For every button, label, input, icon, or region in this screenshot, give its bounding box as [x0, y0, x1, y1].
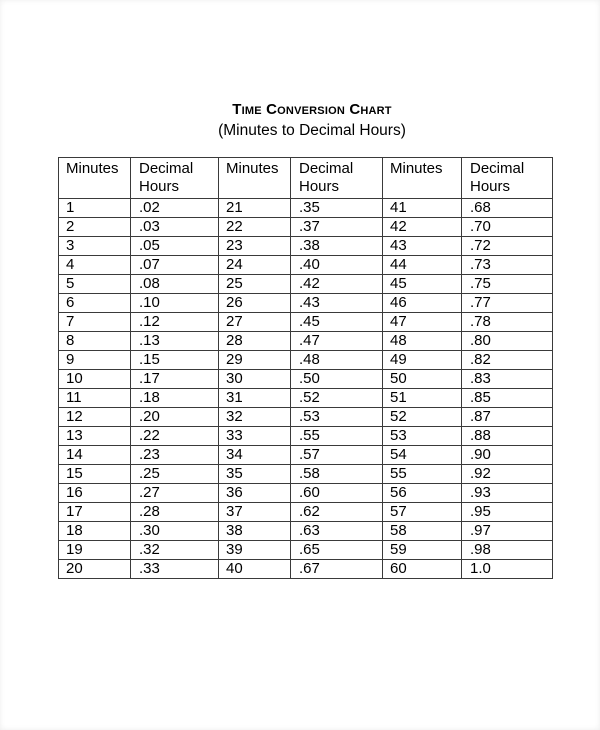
minutes-cell: 33	[219, 427, 291, 446]
decimal-hours-cell: .02	[131, 199, 219, 218]
minutes-cell: 39	[219, 541, 291, 560]
minutes-cell: 25	[219, 275, 291, 294]
decimal-hours-cell: .95	[462, 503, 553, 522]
header-minutes: Minutes	[59, 158, 131, 199]
minutes-cell: 36	[219, 484, 291, 503]
decimal-hours-cell: .98	[462, 541, 553, 560]
decimal-hours-cell: .13	[131, 332, 219, 351]
minutes-cell: 28	[219, 332, 291, 351]
header-decimal-hours: Decimal Hours	[131, 158, 219, 199]
decimal-hours-cell: .60	[291, 484, 383, 503]
decimal-hours-cell: .20	[131, 408, 219, 427]
decimal-hours-cell: .38	[291, 237, 383, 256]
table-body	[59, 199, 553, 579]
decimal-hours-cell: .57	[291, 446, 383, 465]
decimal-hours-cell: .93	[462, 484, 553, 503]
minutes-cell: 3	[59, 237, 131, 256]
decimal-hours-cell: .45	[291, 313, 383, 332]
minutes-cell: 58	[383, 522, 462, 541]
decimal-hours-cell: .80	[462, 332, 553, 351]
minutes-cell: 34	[219, 446, 291, 465]
minutes-cell: 16	[59, 484, 131, 503]
minutes-cell: 6	[59, 294, 131, 313]
decimal-hours-cell: .68	[462, 199, 553, 218]
minutes-cell: 23	[219, 237, 291, 256]
table-row	[59, 560, 553, 579]
decimal-hours-cell: .70	[462, 218, 553, 237]
minutes-cell: 10	[59, 370, 131, 389]
decimal-hours-cell: .33	[131, 560, 219, 579]
decimal-hours-cell: .17	[131, 370, 219, 389]
minutes-cell: 21	[219, 199, 291, 218]
minutes-cell: 15	[59, 465, 131, 484]
decimal-hours-cell: .52	[291, 389, 383, 408]
decimal-hours-cell: .37	[291, 218, 383, 237]
header-decimal-hours: Decimal Hours	[291, 158, 383, 199]
table-header-row	[59, 158, 553, 199]
decimal-hours-cell: .48	[291, 351, 383, 370]
decimal-hours-cell: .08	[131, 275, 219, 294]
decimal-hours-cell: .62	[291, 503, 383, 522]
minutes-cell: 26	[219, 294, 291, 313]
minutes-cell: 30	[219, 370, 291, 389]
table-row	[59, 237, 553, 256]
decimal-hours-cell: .05	[131, 237, 219, 256]
decimal-hours-cell: .23	[131, 446, 219, 465]
minutes-cell: 2	[59, 218, 131, 237]
table-row	[59, 370, 553, 389]
minutes-cell: 22	[219, 218, 291, 237]
minutes-cell: 51	[383, 389, 462, 408]
minutes-cell: 1	[59, 199, 131, 218]
decimal-hours-cell: .82	[462, 351, 553, 370]
minutes-cell: 52	[383, 408, 462, 427]
minutes-cell: 46	[383, 294, 462, 313]
table-row	[59, 275, 553, 294]
decimal-hours-cell: .10	[131, 294, 219, 313]
table-row	[59, 199, 553, 218]
minutes-cell: 40	[219, 560, 291, 579]
table-row	[59, 351, 553, 370]
minutes-cell: 44	[383, 256, 462, 275]
minutes-cell: 4	[59, 256, 131, 275]
decimal-hours-cell: .42	[291, 275, 383, 294]
minutes-cell: 18	[59, 522, 131, 541]
document-title: Time Conversion Chart	[232, 101, 392, 118]
minutes-cell: 50	[383, 370, 462, 389]
table-row	[59, 427, 553, 446]
minutes-cell: 57	[383, 503, 462, 522]
minutes-cell: 14	[59, 446, 131, 465]
minutes-cell: 11	[59, 389, 131, 408]
decimal-hours-cell: .07	[131, 256, 219, 275]
decimal-hours-cell: .15	[131, 351, 219, 370]
decimal-hours-cell: .12	[131, 313, 219, 332]
decimal-hours-cell: .73	[462, 256, 553, 275]
minutes-cell: 19	[59, 541, 131, 560]
minutes-cell: 54	[383, 446, 462, 465]
decimal-hours-cell: .03	[131, 218, 219, 237]
decimal-hours-cell: .30	[131, 522, 219, 541]
decimal-hours-cell: 1.0	[462, 560, 553, 579]
minutes-cell: 43	[383, 237, 462, 256]
decimal-hours-cell: .83	[462, 370, 553, 389]
table-row	[59, 313, 553, 332]
table-row	[59, 389, 553, 408]
decimal-hours-cell: .43	[291, 294, 383, 313]
table-row	[59, 446, 553, 465]
minutes-cell: 37	[219, 503, 291, 522]
table-row	[59, 332, 553, 351]
decimal-hours-cell: .90	[462, 446, 553, 465]
table-row	[59, 484, 553, 503]
decimal-hours-cell: .55	[291, 427, 383, 446]
minutes-cell: 35	[219, 465, 291, 484]
minutes-cell: 42	[383, 218, 462, 237]
header-decimal-hours: Decimal Hours	[462, 158, 553, 199]
decimal-hours-cell: .25	[131, 465, 219, 484]
decimal-hours-cell: .18	[131, 389, 219, 408]
minutes-cell: 53	[383, 427, 462, 446]
decimal-hours-cell: .67	[291, 560, 383, 579]
decimal-hours-cell: .97	[462, 522, 553, 541]
table-row	[59, 522, 553, 541]
minutes-cell: 55	[383, 465, 462, 484]
minutes-cell: 24	[219, 256, 291, 275]
decimal-hours-cell: .40	[291, 256, 383, 275]
header-minutes: Minutes	[219, 158, 291, 199]
minutes-cell: 45	[383, 275, 462, 294]
decimal-hours-cell: .53	[291, 408, 383, 427]
minutes-cell: 5	[59, 275, 131, 294]
minutes-cell: 9	[59, 351, 131, 370]
minutes-cell: 32	[219, 408, 291, 427]
minutes-cell: 41	[383, 199, 462, 218]
minutes-cell: 38	[219, 522, 291, 541]
minutes-cell: 60	[383, 560, 462, 579]
table-row	[59, 465, 553, 484]
table-row	[59, 218, 553, 237]
decimal-hours-cell: .85	[462, 389, 553, 408]
conversion-table	[58, 157, 553, 579]
decimal-hours-cell: .75	[462, 275, 553, 294]
minutes-cell: 49	[383, 351, 462, 370]
decimal-hours-cell: .88	[462, 427, 553, 446]
table-row	[59, 256, 553, 275]
table-row	[59, 503, 553, 522]
minutes-cell: 8	[59, 332, 131, 351]
minutes-cell: 7	[59, 313, 131, 332]
minutes-cell: 20	[59, 560, 131, 579]
document-subtitle: (Minutes to Decimal Hours)	[218, 122, 406, 139]
table-row	[59, 294, 553, 313]
minutes-cell: 13	[59, 427, 131, 446]
minutes-cell: 29	[219, 351, 291, 370]
decimal-hours-cell: .63	[291, 522, 383, 541]
decimal-hours-cell: .50	[291, 370, 383, 389]
decimal-hours-cell: .28	[131, 503, 219, 522]
decimal-hours-cell: .65	[291, 541, 383, 560]
decimal-hours-cell: .32	[131, 541, 219, 560]
table-row	[59, 408, 553, 427]
minutes-cell: 47	[383, 313, 462, 332]
minutes-cell: 56	[383, 484, 462, 503]
decimal-hours-cell: .35	[291, 199, 383, 218]
decimal-hours-cell: .77	[462, 294, 553, 313]
decimal-hours-cell: .72	[462, 237, 553, 256]
minutes-cell: 59	[383, 541, 462, 560]
decimal-hours-cell: .47	[291, 332, 383, 351]
minutes-cell: 27	[219, 313, 291, 332]
decimal-hours-cell: .22	[131, 427, 219, 446]
decimal-hours-cell: .78	[462, 313, 553, 332]
minutes-cell: 12	[59, 408, 131, 427]
decimal-hours-cell: .27	[131, 484, 219, 503]
header-minutes: Minutes	[383, 158, 462, 199]
minutes-cell: 31	[219, 389, 291, 408]
decimal-hours-cell: .58	[291, 465, 383, 484]
minutes-cell: 48	[383, 332, 462, 351]
table-row	[59, 541, 553, 560]
decimal-hours-cell: .92	[462, 465, 553, 484]
decimal-hours-cell: .87	[462, 408, 553, 427]
minutes-cell: 17	[59, 503, 131, 522]
